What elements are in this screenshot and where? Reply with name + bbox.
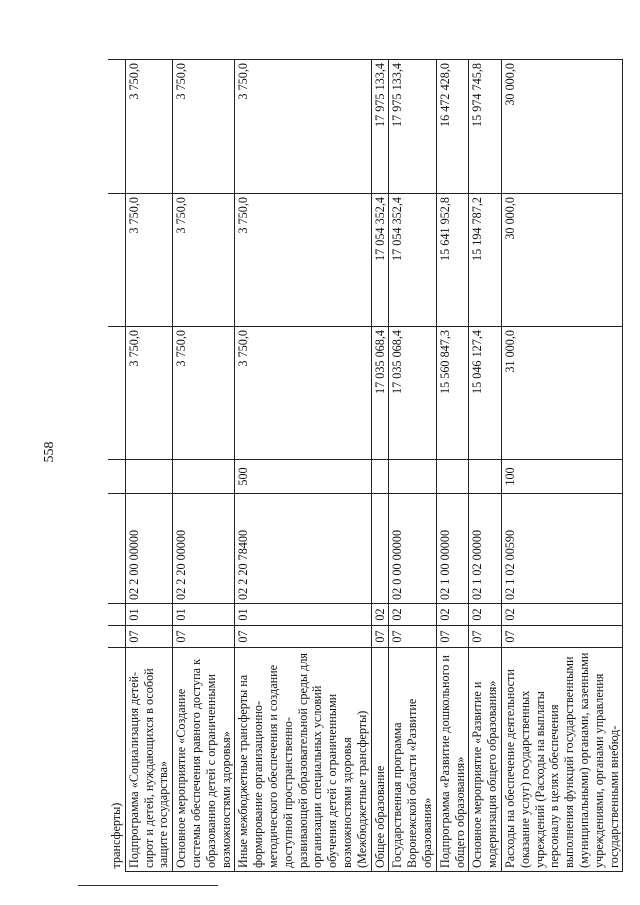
cell-subsection: 02 bbox=[469, 604, 502, 626]
cell-expense-type bbox=[371, 460, 389, 494]
table-row bbox=[371, 60, 389, 872]
table-row bbox=[125, 60, 172, 872]
cell-amount-1: 15 560 847,3 bbox=[436, 327, 469, 460]
cell-amount-3: 17 975 133,4 bbox=[371, 60, 389, 194]
cell-target-article: 02 0 00 00000 bbox=[389, 494, 436, 604]
cell-name: Иные межбюджетные трансферты на формирование организационно-методического обеспечения и создание доступной пространственно-развивающей образовательной среды для организации специальных условий обучения детей с ограниченными возможностями здоровья (Межбюджетные трансферты) bbox=[235, 648, 371, 872]
cell-subsection: 02 bbox=[371, 604, 389, 626]
cell-section: 07 bbox=[235, 626, 371, 648]
cell-amount-3: 16 472 428,0 bbox=[436, 60, 469, 194]
cell-amount-1: 17 035 068,4 bbox=[371, 327, 389, 460]
cell-expense-type bbox=[436, 460, 469, 494]
cell-amount-1: 3 750,0 bbox=[235, 327, 371, 460]
cell-subsection: 01 bbox=[173, 604, 235, 626]
cell-amount-3: 3 750,0 bbox=[235, 60, 371, 194]
cell-section: 07 bbox=[389, 626, 436, 648]
cell-name: трансферты) bbox=[108, 648, 125, 872]
cell-expense-type bbox=[389, 460, 436, 494]
cell-amount-1: 17 035 068,4 bbox=[389, 327, 436, 460]
cell-section: 07 bbox=[501, 626, 622, 648]
cell-amount-2: 3 750,0 bbox=[173, 194, 235, 327]
cell-name: Подпрограмма «Развитие дошкольного и общего образования» bbox=[436, 648, 469, 872]
cell-amount-1: 31 000,0 bbox=[501, 327, 622, 460]
cell-target-article: 02 1 02 00590 bbox=[501, 494, 622, 604]
rotated-page-content bbox=[108, 60, 621, 872]
cell-target-article: 02 2 00 00000 bbox=[125, 494, 172, 604]
cell-expense-type bbox=[125, 460, 172, 494]
cell-section: 07 bbox=[469, 626, 502, 648]
cell-amount-2: 15 194 787,2 bbox=[469, 194, 502, 327]
cell-amount-3: 17 975 133,4 bbox=[389, 60, 436, 194]
table-row bbox=[235, 60, 371, 872]
cell-amount-3: 15 974 745,8 bbox=[469, 60, 502, 194]
cell-expense-type bbox=[173, 460, 235, 494]
budget-table bbox=[108, 59, 623, 872]
cell-subsection: 02 bbox=[436, 604, 469, 626]
table-row bbox=[436, 60, 469, 872]
cell-target-article: 02 1 02 00000 bbox=[469, 494, 502, 604]
table-frame bbox=[108, 60, 621, 872]
cell-amount-1 bbox=[108, 327, 125, 460]
table-row bbox=[108, 60, 125, 872]
cell-name: Основное мероприятие «Создание системы обеспечения равного доступа к образованию детей с ограниченными возможностями здоровья» bbox=[173, 648, 235, 872]
cell-amount-2: 17 054 352,4 bbox=[371, 194, 389, 327]
cell-amount-3: 3 750,0 bbox=[173, 60, 235, 194]
cell-target-article bbox=[371, 494, 389, 604]
cell-subsection: 01 bbox=[235, 604, 371, 626]
cell-name: Государственная программа Воронежской области «Развитие образования» bbox=[389, 648, 436, 872]
cell-target-article bbox=[108, 494, 125, 604]
cell-expense-type: 500 bbox=[235, 460, 371, 494]
cell-expense-type bbox=[108, 460, 125, 494]
cell-subsection bbox=[108, 604, 125, 626]
table-row bbox=[501, 60, 622, 872]
cell-target-article: 02 1 00 00000 bbox=[436, 494, 469, 604]
table-row bbox=[173, 60, 235, 872]
cell-expense-type: 100 bbox=[501, 460, 622, 494]
table-row bbox=[389, 60, 436, 872]
cell-amount-2 bbox=[108, 194, 125, 327]
cell-name: Основное мероприятие «Развитие и модернизация общего образования» bbox=[469, 648, 502, 872]
cell-subsection: 02 bbox=[501, 604, 622, 626]
table-row bbox=[469, 60, 502, 872]
cell-amount-1: 3 750,0 bbox=[125, 327, 172, 460]
cell-amount-2: 17 054 352,4 bbox=[389, 194, 436, 327]
cell-amount-3: 3 750,0 bbox=[125, 60, 172, 194]
cell-target-article: 02 2 20 78400 bbox=[235, 494, 371, 604]
cell-section: 07 bbox=[125, 626, 172, 648]
cell-subsection: 02 bbox=[389, 604, 436, 626]
cell-section: 07 bbox=[173, 626, 235, 648]
cell-subsection: 01 bbox=[125, 604, 172, 626]
cell-amount-3 bbox=[108, 60, 125, 194]
cell-section bbox=[108, 626, 125, 648]
cell-target-article: 02 2 20 00000 bbox=[173, 494, 235, 604]
page-number: 558 bbox=[42, 441, 57, 463]
cell-section: 07 bbox=[371, 626, 389, 648]
cell-amount-2: 30 000,0 bbox=[501, 194, 622, 327]
cell-amount-2: 3 750,0 bbox=[235, 194, 371, 327]
cell-amount-3: 30 000,0 bbox=[501, 60, 622, 194]
cell-amount-1: 3 750,0 bbox=[173, 327, 235, 460]
cell-name: Подпрограмма «Социализация детей-сирот и детей, нуждающихся в особой защите государства» bbox=[125, 648, 172, 872]
cell-amount-2: 15 641 952,8 bbox=[436, 194, 469, 327]
cell-amount-1: 15 046 127,4 bbox=[469, 327, 502, 460]
cell-section: 07 bbox=[436, 626, 469, 648]
cell-name: Общее образование bbox=[371, 648, 389, 872]
cell-amount-2: 3 750,0 bbox=[125, 194, 172, 327]
footer-rule bbox=[78, 885, 218, 886]
cell-expense-type bbox=[469, 460, 502, 494]
cell-name: Расходы на обеспечение деятельности (оказание услуг) государственных учреждений (Расходы на выплаты персоналу в целях обеспечения выполнения функций государственными (муниципальными) органами, казенными учреждениями, органами управления государственными внебюд- bbox=[501, 648, 622, 872]
